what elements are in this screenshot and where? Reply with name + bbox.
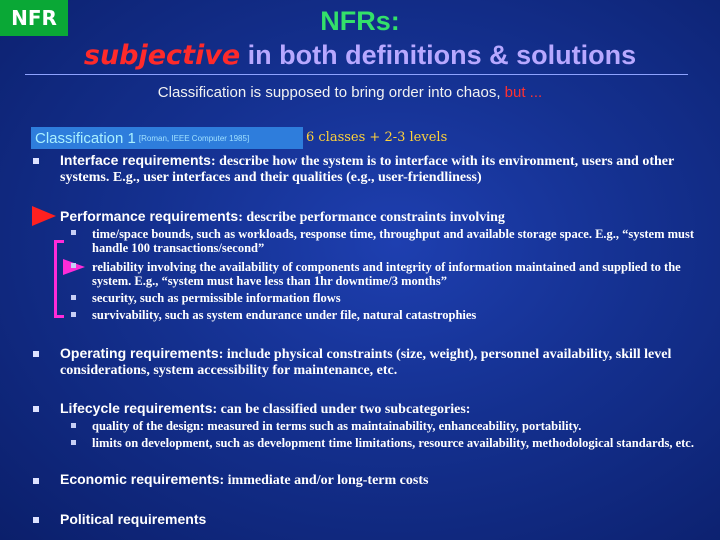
red-arrow-icon — [32, 206, 58, 226]
subtitle-emphasis: subjective — [83, 40, 241, 71]
slide-subtitle — [0, 40, 720, 71]
item-political — [60, 511, 710, 529]
item-lead: Performance requirements — [60, 208, 239, 224]
square-bullet-icon — [71, 440, 76, 445]
classification-box — [31, 127, 303, 149]
sub-item-design-quality: quality of the design: measured in terms such as maintainability, enhanceability, portability. — [92, 419, 582, 433]
square-bullet-icon — [33, 517, 39, 523]
square-bullet-icon — [71, 295, 76, 300]
classification-source: [Roman, IEEE Computer 1985] — [138, 133, 250, 143]
square-bullet-icon — [33, 478, 39, 484]
item-text: : describe how the system is to interface with its environment, users and other systems. E.g., user interfaces and their qualities (e.g., user-friendliness) — [60, 154, 674, 185]
subtitle-rest: in both definitions & solutions — [247, 40, 637, 70]
magenta-brace-bottom — [54, 315, 64, 318]
sub-item-development-limits: limits on development, such as development time limitations, resource availability, methodological standards, etc. — [92, 436, 694, 450]
item-lead: Lifecycle requirements — [60, 400, 213, 416]
tagline — [0, 84, 700, 101]
square-bullet-icon — [33, 158, 39, 164]
item-text: : immediate and/or long-term costs — [219, 473, 429, 488]
slide-title: NFRs: — [320, 6, 400, 36]
square-bullet-icon — [33, 406, 39, 412]
item-text: : describe performance constraints involving — [238, 210, 505, 225]
square-bullet-icon — [71, 423, 76, 428]
item-lead: Operating requirements — [60, 345, 219, 361]
square-bullet-icon — [71, 312, 76, 317]
item-lifecycle — [60, 400, 710, 418]
square-bullet-icon — [33, 351, 39, 357]
item-text: : include physical constraints (size, weight), personnel availability, skill level considerations, system accessibility for maintenance, etc. — [60, 347, 672, 378]
tagline-text: Classification is supposed to bring order into chaos, — [157, 84, 501, 101]
sub-item-security: security, such as permissible information flows — [92, 291, 341, 305]
item-interface — [60, 152, 710, 186]
square-bullet-icon — [71, 263, 76, 268]
sub-item-reliability: reliability involving the availability of components and integrity of information maintained and supplied to the system. E.g., “system must have less than 1hr downtime/3 months” — [92, 260, 681, 288]
item-lead: Interface requirements — [60, 152, 211, 168]
item-performance — [60, 208, 710, 226]
classification-label: Classification 1 — [35, 129, 136, 147]
item-lead: Political requirements — [60, 511, 207, 527]
classification-info: 6 classes + 2-3 levels — [306, 130, 448, 145]
subtitle-underline — [25, 74, 688, 75]
sub-item-time-space: time/space bounds, such as workloads, response time, throughput and available storage space. E.g., “system must handle 100 transactions/second” — [92, 227, 695, 255]
item-text: : can be classified under two subcategories: — [212, 402, 471, 417]
square-bullet-icon — [71, 230, 76, 235]
sub-item-survivability: survivability, such as system endurance under file, natural catastrophies — [92, 308, 477, 322]
item-lead: Economic requirements — [60, 471, 220, 487]
nfr-badge: NFR — [0, 0, 68, 36]
magenta-brace-top — [54, 240, 64, 243]
item-operating — [60, 345, 710, 379]
tagline-but: but ... — [504, 84, 543, 101]
magenta-brace-icon — [54, 240, 57, 318]
item-economic — [60, 471, 710, 489]
